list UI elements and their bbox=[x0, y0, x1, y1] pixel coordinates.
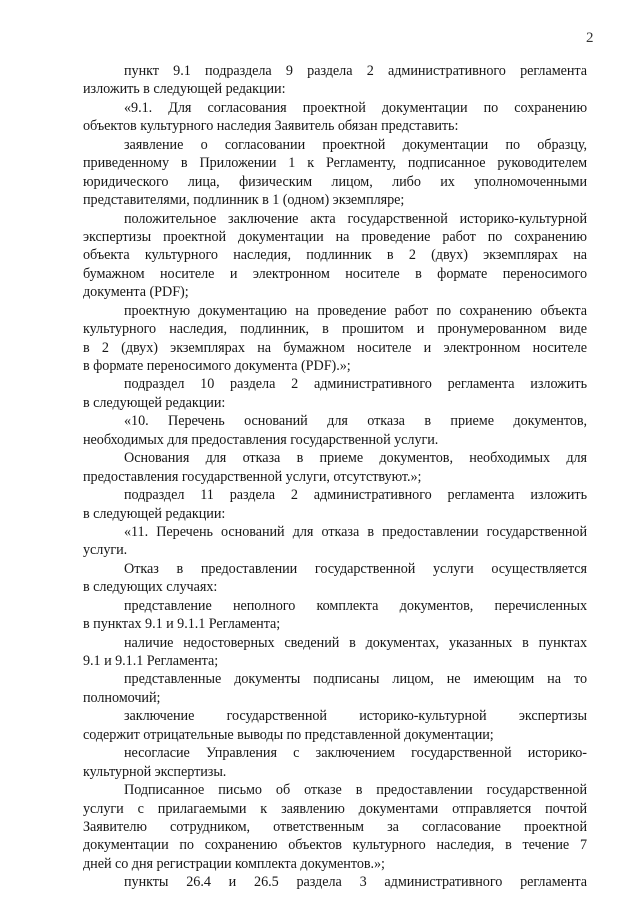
text-line: представителями, подлинник в 1 (одном) экземпляре; bbox=[83, 192, 405, 209]
text-line: подраздел 11 раздела 2 административного регламента изложить bbox=[124, 487, 587, 504]
document-body bbox=[83, 62, 587, 892]
text-line: «10. Перечень оснований для отказа в приеме документов, bbox=[124, 413, 587, 430]
text-line: документации по сохранению объектов культурного наследия, в течение 7 bbox=[83, 837, 587, 854]
text-line: подраздел 10 раздела 2 административного регламента изложить bbox=[124, 376, 587, 393]
text-line: услуги. bbox=[83, 542, 128, 559]
text-line: дней со дня регистрации комплекта документов.»; bbox=[83, 855, 385, 872]
text-line: документа (PDF); bbox=[83, 284, 189, 301]
text-line: предоставления государственной услуги, отсутствуют.»; bbox=[83, 468, 422, 485]
text-line: Отказ в предоставлении государственной услуги осуществляется bbox=[124, 560, 587, 577]
text-line: приведенному в Приложении 1 к Регламенту, подписанное руководителем bbox=[83, 155, 587, 172]
text-line: изложить в следующей редакции: bbox=[83, 81, 286, 98]
text-line: несогласие Управления с заключением государственной историко- bbox=[124, 745, 587, 762]
text-line: в следующей редакции: bbox=[83, 394, 226, 411]
text-line: положительное заключение акта государственной историко-культурной bbox=[124, 210, 587, 227]
text-line: проектную документацию на проведение работ по сохранению объекта bbox=[124, 302, 587, 319]
text-line: экспертизы проектной документации на проведение работ по сохранению bbox=[83, 228, 587, 245]
text-line: объектов культурного наследия Заявитель обязан представить: bbox=[83, 118, 459, 135]
text-line: содержит отрицательные выводы по представленной документации; bbox=[83, 726, 494, 743]
text-line: в 2 (двух) экземплярах на бумажном носителе и электронном носителе bbox=[83, 339, 587, 356]
text-line: наличие недостоверных сведений в документах, указанных в пунктах bbox=[124, 634, 587, 651]
text-line: заявление о согласовании проектной документации по образцу, bbox=[124, 136, 587, 153]
text-line: пункт 9.1 подраздела 9 раздела 2 административного регламента bbox=[124, 63, 587, 79]
text-line: необходимых для предоставления государственной услуги. bbox=[83, 431, 439, 448]
text-line: представленные документы подписаны лицом, не имеющим на то bbox=[124, 671, 587, 688]
text-line: услуги с прилагаемыми к заявлению документами отправляется почтой bbox=[83, 800, 587, 817]
text-line: «11. Перечень оснований для отказа в предоставлении государственной bbox=[124, 523, 587, 540]
text-line: культурной экспертизы. bbox=[83, 763, 227, 780]
text-line: Основания для отказа в приеме документов, необходимых для bbox=[124, 450, 587, 467]
text-line: пункты 26.4 и 26.5 раздела 3 административного регламента bbox=[124, 874, 587, 891]
text-line: Подписанное письмо об отказе в предоставлении государственной bbox=[124, 782, 587, 799]
text-line: бумажном носителе и электронном носителе в формате переносимого bbox=[83, 265, 587, 282]
text-line: «9.1. Для согласования проектной документации по сохранению bbox=[124, 99, 587, 116]
text-line: заключение государственной историко-культурной экспертизы bbox=[124, 708, 587, 725]
page-number: 2 bbox=[586, 30, 594, 46]
text-line: представление неполного комплекта документов, перечисленных bbox=[124, 597, 587, 614]
text-line: полномочий; bbox=[83, 689, 161, 706]
text-line: в следующих случаях: bbox=[83, 579, 218, 596]
text-line: в формате переносимого документа (PDF).»; bbox=[83, 358, 351, 374]
text-line: в пунктах 9.1 и 9.1.1 Регламента; bbox=[83, 616, 281, 633]
text-line: Заявителю сотрудником, ответственным за согласование проектной bbox=[83, 818, 587, 835]
text-line: 9.1 и 9.1.1 Регламента; bbox=[83, 653, 219, 669]
text-line: культурного наследия, подлинник, в прошитом и пронумерованном виде bbox=[83, 321, 587, 338]
text-line: в следующей редакции: bbox=[83, 505, 226, 522]
text-line: объекта культурного наследия, подлинник в 2 (двух) экземплярах на bbox=[83, 247, 587, 264]
text-line: юридического лица, физическим лицом, либо их уполномоченными bbox=[83, 173, 587, 190]
